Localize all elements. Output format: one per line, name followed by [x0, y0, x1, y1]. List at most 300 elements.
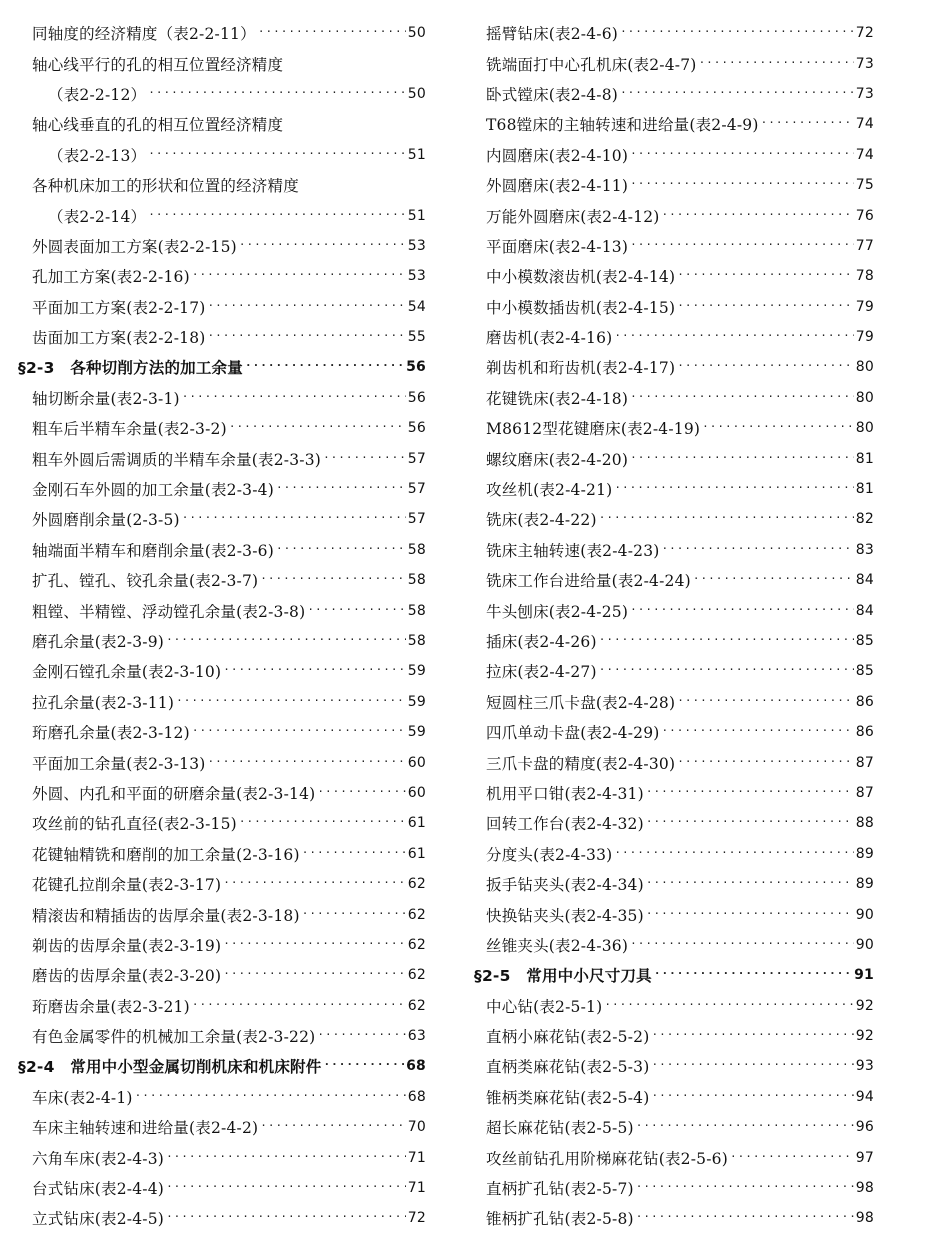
toc-page-number: 73 [855, 55, 874, 72]
toc-page-number: 72 [855, 25, 874, 42]
toc-entry-title: 金刚石镗孔余量(表2-3-10) [32, 663, 222, 682]
toc-entry-title: 粗车后半精车余量(表2-3-2) [32, 420, 227, 439]
toc-entry-title: 扩孔、镗孔、铰孔余量(表2-3-7) [32, 572, 259, 591]
toc-entry-title: 精滚齿和精插齿的齿厚余量(表2-3-18) [32, 906, 300, 925]
dot-leader [630, 452, 854, 466]
dot-leader [620, 26, 854, 40]
toc-entry [18, 443, 426, 473]
dot-leader [662, 725, 854, 739]
toc-page-number: 56 [407, 420, 426, 437]
toc-entry [18, 747, 426, 777]
dot-leader [260, 1120, 406, 1134]
toc-entry [482, 170, 874, 200]
dot-leader [614, 482, 853, 496]
toc-page-number: 81 [855, 481, 874, 498]
toc-entry-title: 四爪单动卡盘(表2-4-29) [486, 724, 660, 743]
dot-leader [323, 1059, 404, 1073]
toc-entry-title: 台式钻床(表2-4-4) [32, 1180, 165, 1199]
dot-leader [662, 543, 854, 557]
toc-entry [482, 1142, 874, 1172]
dot-leader [135, 1090, 406, 1104]
dot-leader [260, 573, 406, 587]
toc-page-number: 60 [407, 784, 426, 801]
toc-page-number: 74 [855, 116, 874, 133]
toc-page-number: 59 [407, 663, 426, 680]
toc-entry-title: 铣床工作台进给量(表2-4-24) [486, 572, 691, 591]
toc-entry [482, 687, 874, 717]
toc-entry-title: 牛头刨床(表2-4-25) [486, 602, 629, 621]
dot-leader [614, 847, 853, 861]
dot-leader [620, 87, 854, 101]
toc-entry-title: 轴心线平行的孔的相互位置经济精度 [32, 55, 284, 74]
toc-page-number: 57 [407, 481, 426, 498]
toc-page-number: 85 [855, 663, 874, 680]
toc-entry [18, 200, 426, 230]
toc-page-number: 80 [855, 359, 874, 376]
dot-leader [599, 634, 854, 648]
toc-entry [482, 778, 874, 808]
toc-entry [482, 474, 874, 504]
dot-leader [730, 1151, 854, 1165]
toc-entry [18, 565, 426, 595]
toc-page-number: 54 [407, 298, 426, 315]
toc-entry [482, 231, 874, 261]
dot-leader [276, 482, 406, 496]
toc-entry [18, 322, 426, 352]
toc-entry-title: 轴切断余量(表2-3-1) [32, 389, 180, 408]
toc-entry-title: 攻丝前的钻孔直径(表2-3-15) [32, 815, 237, 834]
toc-entry [18, 899, 426, 929]
toc-page-number: 80 [855, 389, 874, 406]
toc-entry-title: 珩磨孔余量(表2-3-12) [32, 724, 190, 743]
dot-leader [307, 604, 405, 618]
dot-leader [630, 604, 854, 618]
toc-entry-title: 磨孔余量(表2-3-9) [32, 633, 165, 651]
dot-leader [245, 360, 404, 374]
toc-entry [482, 1021, 874, 1051]
dot-leader [636, 1120, 854, 1134]
dot-leader [646, 816, 854, 830]
toc-page-number: 74 [855, 146, 874, 163]
toc-entry [482, 565, 874, 595]
toc-entry [482, 140, 874, 170]
toc-entry [18, 656, 426, 686]
toc-entry [482, 991, 874, 1021]
toc-entry-title: 机用平口钳(表2-4-31) [486, 784, 644, 803]
toc-entry-title: 万能外圆磨床(表2-4-12) [486, 207, 660, 226]
dot-leader [651, 1059, 853, 1073]
toc-entry [18, 231, 426, 261]
toc-entry-title: 花键轴精铣和磨削的加工余量(2-3-16) [32, 845, 300, 864]
toc-entry-title: §2-3 各种切削方法的加工余量 [18, 359, 243, 378]
toc-page-number: 83 [855, 541, 874, 558]
dot-leader [239, 816, 406, 830]
toc-entry [18, 1173, 426, 1203]
toc-entry-title: 螺纹磨床(表2-4-20) [486, 450, 629, 469]
toc-section-heading [18, 1051, 426, 1081]
toc-entry [482, 626, 874, 656]
dot-leader [182, 391, 406, 405]
toc-entry [482, 322, 874, 352]
toc-entry [482, 48, 874, 78]
toc-entry-title: 同轴度的经济精度（表2-2-11） [32, 25, 256, 44]
toc-page-number: 76 [855, 207, 874, 224]
toc-entry [18, 778, 426, 808]
toc-entry-title: 车床主轴转速和进给量(表2-4-2) [32, 1119, 259, 1138]
dot-leader [677, 756, 854, 770]
toc-entry [482, 504, 874, 534]
toc-entry-title: 锥柄类麻花钻(表2-5-4) [486, 1088, 650, 1107]
toc-entry [18, 626, 426, 656]
toc-entry [18, 48, 426, 78]
toc-page-number: 58 [407, 633, 426, 649]
toc-entry-title: 拉孔余量(表2-3-11) [32, 693, 175, 712]
toc-entry [482, 292, 874, 322]
toc-page-number: 62 [407, 876, 426, 893]
toc-entry [18, 687, 426, 717]
toc-entry-title: §2-4 常用中小型金属切削机床和机床附件 [18, 1058, 322, 1077]
toc-entry [18, 109, 426, 139]
toc-entry [482, 200, 874, 230]
toc-page-number: 88 [855, 815, 874, 832]
toc-page-number: 63 [407, 1028, 426, 1045]
dot-leader [302, 908, 406, 922]
dot-leader [229, 421, 406, 435]
dot-leader [148, 148, 406, 162]
toc-entry-title: 拉床(表2-4-27) [486, 663, 597, 682]
dot-leader [630, 391, 854, 405]
toc-entry-title: 快换钻夹头(表2-4-35) [486, 906, 644, 925]
toc-entry [18, 991, 426, 1021]
toc-entry [482, 261, 874, 291]
toc-entry [18, 1112, 426, 1142]
dot-leader [323, 452, 406, 466]
toc-entry [18, 504, 426, 534]
toc-entry-title: 金刚石车外圆的加工余量(表2-3-4) [32, 481, 274, 500]
toc-entry [482, 79, 874, 109]
toc-entry-title: §2-5 常用中小尺寸刀具 [474, 967, 652, 986]
dot-leader [223, 938, 406, 952]
dot-leader [630, 178, 854, 192]
toc-page-number: 58 [407, 602, 426, 619]
toc-page-number: 78 [855, 268, 874, 285]
toc-entry [18, 383, 426, 413]
toc-right-column [474, 18, 874, 1234]
toc-page-number: 93 [855, 1058, 874, 1075]
toc-entry-title: 中小模数插齿机(表2-4-15) [486, 298, 676, 317]
toc-entry-title: （表2-2-13） [48, 146, 147, 165]
toc-entry [18, 79, 426, 109]
toc-page-number: 70 [407, 1119, 426, 1136]
toc-page-number: 60 [407, 754, 426, 771]
toc-page-number: 90 [855, 936, 874, 953]
toc-entry [482, 747, 874, 777]
toc-entry-title: 平面磨床(表2-4-13) [486, 237, 629, 256]
toc-page-number: 79 [855, 298, 874, 315]
toc-entry [482, 413, 874, 443]
toc-page-number: 50 [407, 85, 426, 102]
toc-entry [482, 595, 874, 625]
toc-page-number: 84 [855, 602, 874, 619]
toc-entry [482, 1203, 874, 1233]
toc-entry-title: 回转工作台(表2-4-32) [486, 815, 644, 834]
toc-page-number: 92 [855, 1028, 874, 1045]
toc-entry [482, 383, 874, 413]
dot-leader [302, 847, 406, 861]
toc-entry-title: 外圆、内孔和平面的研磨余量(表2-3-14) [32, 784, 316, 803]
toc-entry-title: 扳手钻夹头(表2-4-34) [486, 876, 644, 895]
toc-page-number: 61 [407, 815, 426, 832]
toc-page-number: 58 [407, 541, 426, 558]
toc-page-number: 82 [855, 511, 874, 528]
toc-entry [482, 1173, 874, 1203]
dot-leader [677, 695, 854, 709]
toc-entry-title: M8612型花键磨床(表2-4-19) [486, 420, 701, 439]
toc-page-number: 98 [855, 1180, 874, 1197]
toc-page-number: 58 [407, 572, 426, 589]
toc-entry-title: 粗镗、半精镗、浮动镗孔余量(表2-3-8) [32, 602, 306, 621]
toc-entry-title: 中小模数滚齿机(表2-4-14) [486, 268, 676, 287]
toc-entry-title: 分度头(表2-4-33) [486, 845, 613, 864]
dot-leader [176, 695, 406, 709]
toc-entry-title: 磨齿机(表2-4-16) [486, 329, 613, 348]
toc-entry-title: 磨齿的齿厚余量(表2-3-20) [32, 967, 222, 986]
toc-page-number: 80 [855, 420, 874, 437]
dot-leader [761, 117, 854, 131]
toc-entry [18, 413, 426, 443]
dot-leader [192, 269, 406, 283]
toc-page-number: 72 [407, 1210, 426, 1227]
toc-entry [482, 18, 874, 48]
toc-entry-title: 直柄扩孔钻(表2-5-7) [486, 1180, 634, 1199]
toc-page-number: 94 [855, 1088, 874, 1105]
dot-leader [148, 87, 406, 101]
toc-entry-title: 花键铣床(表2-4-18) [486, 389, 629, 408]
toc-entry [482, 352, 874, 382]
toc-page-number: 56 [406, 359, 426, 376]
toc-entry-title: 铣床主轴转速(表2-4-23) [486, 541, 660, 560]
dot-leader [599, 512, 854, 526]
toc-page-number: 62 [407, 967, 426, 984]
dot-leader [677, 360, 854, 374]
toc-page-number: 56 [407, 389, 426, 406]
toc-page-number: 62 [407, 906, 426, 923]
dot-leader [693, 573, 854, 587]
dot-leader [148, 209, 406, 223]
toc-entry-title: 有色金属零件的机械加工余量(表2-3-22) [32, 1028, 316, 1047]
toc-entry [18, 170, 426, 200]
toc-entry [482, 109, 874, 139]
toc-page-number: 87 [855, 784, 874, 801]
toc-entry [482, 1051, 874, 1081]
toc-entry-title: 超长麻花钻(表2-5-5) [486, 1119, 634, 1138]
toc-entry-title: 短圆柱三爪卡盘(表2-4-28) [486, 693, 676, 712]
dot-leader [646, 786, 854, 800]
dot-leader [182, 512, 406, 526]
toc-entry [482, 656, 874, 686]
toc-entry [18, 1082, 426, 1112]
toc-entry [18, 140, 426, 170]
toc-entry-title: 摇臂钻床(表2-4-6) [486, 25, 619, 44]
toc-entry-title: 齿面加工方案(表2-2-18) [32, 329, 206, 348]
toc-entry-title: 直柄类麻花钻(表2-5-3) [486, 1058, 650, 1077]
toc-page-number: 62 [407, 936, 426, 953]
dot-leader [276, 543, 406, 557]
toc-entry-title: （表2-2-14） [48, 207, 147, 226]
toc-section-heading [474, 960, 874, 990]
dot-leader [223, 877, 406, 891]
dot-leader [166, 634, 406, 648]
dot-leader [677, 300, 854, 314]
toc-entry [18, 1203, 426, 1233]
toc-entry [482, 808, 874, 838]
toc-page-number: 68 [407, 1088, 426, 1105]
toc-entry-title: 铣床(表2-4-22) [486, 511, 597, 530]
toc-entry-title: 珩磨齿余量(表2-3-21) [32, 997, 190, 1016]
toc-page-number: 73 [855, 85, 874, 102]
toc-entry [482, 839, 874, 869]
toc-page-number: 89 [855, 845, 874, 862]
toc-entry-title: 内圆磨床(表2-4-10) [486, 146, 629, 165]
toc-entry [482, 899, 874, 929]
toc-page-number: 59 [407, 693, 426, 710]
dot-leader [646, 877, 854, 891]
toc-entry [18, 595, 426, 625]
toc-page-number: 86 [855, 693, 874, 710]
toc-entry-title: 铣端面打中心孔机床(表2-4-7) [486, 55, 697, 74]
toc-entry [18, 960, 426, 990]
toc-entry [18, 261, 426, 291]
dot-leader [208, 330, 406, 344]
toc-entry-title: 锥柄扩孔钻(表2-5-8) [486, 1210, 634, 1229]
toc-entry-title: 三爪卡盘的精度(表2-4-30) [486, 754, 676, 773]
dot-leader [614, 330, 853, 344]
toc-page-number: 51 [407, 207, 426, 224]
toc-page-number: 92 [855, 997, 874, 1014]
toc-entry-title: 丝锥夹头(表2-4-36) [486, 936, 629, 955]
toc-entry-title: 轴端面半精车和磨削余量(表2-3-6) [32, 541, 274, 560]
toc-entry [18, 717, 426, 747]
dot-leader [651, 1029, 853, 1043]
dot-leader [636, 1211, 854, 1225]
toc-page-number: 77 [855, 237, 874, 254]
toc-entry-title: 剃齿的齿厚余量(表2-3-19) [32, 936, 222, 955]
toc-entry [18, 869, 426, 899]
toc-entry-title: 卧式镗床(表2-4-8) [486, 85, 619, 104]
toc-entry-title: T68镗床的主轴转速和进给量(表2-4-9) [486, 116, 759, 135]
toc-page-number: 51 [407, 146, 426, 163]
dot-leader [223, 664, 406, 678]
toc-page-number: 62 [407, 997, 426, 1014]
dot-leader [636, 1181, 854, 1195]
toc-entry-title: 外圆磨削余量(2-3-5) [32, 511, 180, 530]
dot-leader [192, 725, 406, 739]
dot-leader [662, 209, 854, 223]
toc-page-number: 87 [855, 754, 874, 771]
toc-entry-title: 六角车床(表2-4-3) [32, 1149, 165, 1168]
toc-entry [18, 18, 426, 48]
toc-page-number: 89 [855, 876, 874, 893]
dot-leader [223, 968, 406, 982]
toc-entry-title: 轴心线垂直的孔的相互位置经济精度 [32, 116, 284, 135]
dot-leader [239, 239, 406, 253]
toc-entry-title: 平面加工余量(表2-3-13) [32, 754, 206, 773]
toc-page-number: 97 [855, 1149, 874, 1166]
toc-entry-title: 车床(表2-4-1) [32, 1088, 133, 1107]
toc-section-heading [18, 352, 426, 382]
toc-page-number: 84 [855, 572, 874, 589]
dot-leader [208, 300, 406, 314]
toc-page-number: 98 [855, 1210, 874, 1227]
dot-leader [699, 57, 854, 71]
toc-page-number: 81 [855, 450, 874, 467]
toc-entry [18, 839, 426, 869]
toc-entry-title: （表2-2-12） [48, 85, 147, 104]
toc-page-number: 90 [855, 906, 874, 923]
toc-entry [482, 717, 874, 747]
toc-page-number: 91 [854, 967, 874, 984]
dot-leader [258, 26, 406, 40]
toc-entry [482, 535, 874, 565]
dot-leader [630, 239, 854, 253]
toc-entry [18, 535, 426, 565]
dot-leader [317, 786, 405, 800]
dot-leader [192, 999, 406, 1013]
toc-entry [18, 292, 426, 322]
toc-entry [18, 1142, 426, 1172]
toc-entry-title: 粗车外圆后需调质的半精车余量(表2-3-3) [32, 450, 322, 469]
toc-entry [482, 443, 874, 473]
dot-leader [208, 756, 406, 770]
toc-page-number: 57 [407, 450, 426, 467]
toc-entry-title: 中心钻(表2-5-1) [486, 997, 603, 1016]
toc-entry [482, 930, 874, 960]
toc-entry-title: 孔加工方案(表2-2-16) [32, 268, 190, 287]
toc-page-number: 75 [855, 177, 874, 194]
dot-leader [677, 269, 854, 283]
dot-leader [646, 908, 854, 922]
toc-entry-title: 立式钻床(表2-4-5) [32, 1210, 165, 1229]
toc-entry-title: 外圆磨床(表2-4-11) [486, 177, 629, 196]
dot-leader [166, 1211, 406, 1225]
dot-leader [166, 1151, 406, 1165]
dot-leader [166, 1181, 406, 1195]
toc-entry-title: 攻丝机(表2-4-21) [486, 481, 613, 500]
toc-entry [482, 1112, 874, 1142]
dot-leader [630, 938, 854, 952]
toc-entry [482, 869, 874, 899]
dot-leader [317, 1029, 405, 1043]
toc-page-number: 57 [407, 511, 426, 528]
toc-page-number: 59 [407, 724, 426, 741]
toc-entry-title: 插床(表2-4-26) [486, 633, 597, 651]
toc-page-number: 86 [855, 724, 874, 741]
toc-entry-title: 平面加工方案(表2-2-17) [32, 298, 206, 317]
dot-leader [604, 999, 853, 1013]
toc-entry-title: 剃齿机和珩齿机(表2-4-17) [486, 359, 676, 378]
toc-entry [18, 474, 426, 504]
toc-page-number: 79 [855, 329, 874, 346]
toc-page-number: 85 [855, 633, 874, 649]
toc-entry [18, 1021, 426, 1051]
dot-leader [651, 1090, 853, 1104]
toc-entry-title: 攻丝前钻孔用阶梯麻花钻(表2-5-6) [486, 1149, 728, 1168]
toc-entry-title: 各种机床加工的形状和位置的经济精度 [32, 177, 299, 196]
toc-page-number: 68 [406, 1058, 426, 1075]
toc-page-number: 71 [407, 1180, 426, 1197]
toc-entry-title: 花键孔拉削余量(表2-3-17) [32, 876, 222, 895]
toc-entry [482, 1082, 874, 1112]
